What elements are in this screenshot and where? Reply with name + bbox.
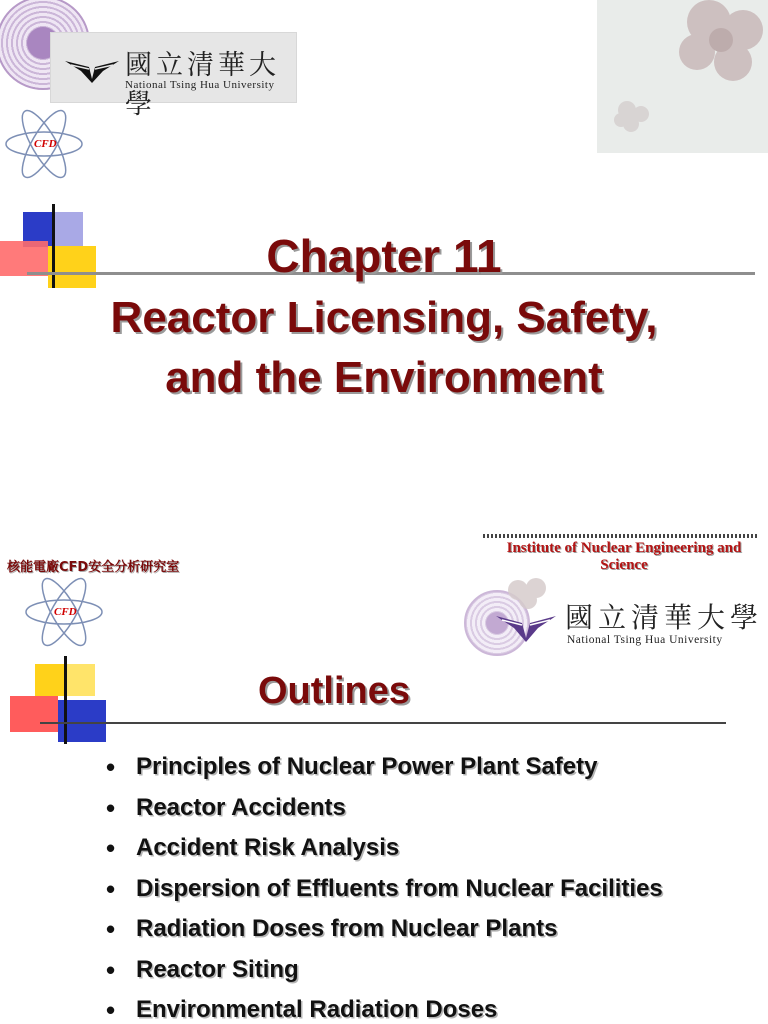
institute-name: Institute of Nuclear Engineering and Science <box>506 540 742 573</box>
list-item: • Accident Risk Analysis <box>106 831 663 872</box>
plum-blossom-icon <box>502 576 556 610</box>
logo-chinese-name: 國立清華大學 <box>565 601 764 634</box>
cfd-label: CFD <box>54 606 77 618</box>
outlines-slide <box>0 512 768 1024</box>
list-item: • Environmental Radiation Doses <box>106 993 663 1024</box>
list-item: • Principles of Nuclear Power Plant Safety <box>106 750 663 791</box>
list-item: • Reactor Accidents <box>106 791 663 832</box>
lab-name: 核能電廠CFD安全分析研究室 <box>7 560 180 575</box>
outline-list <box>106 750 663 1024</box>
list-item: • Radiation Doses from Nuclear Plants <box>106 912 663 953</box>
list-item: • Dispersion of Effluents from Nuclear Facilities <box>106 872 663 913</box>
logo-english-name: National Tsing Hua University <box>567 634 723 646</box>
logo-chinese-name: 國立清華大學 <box>125 50 280 120</box>
wings-emblem-icon <box>63 53 121 83</box>
nthu-logo <box>50 32 297 120</box>
chapter-title: Chapter 11 <box>266 230 502 282</box>
logo-english-name: National Tsing Hua University <box>125 79 275 91</box>
plum-blossom-icon <box>597 0 768 153</box>
dotted-divider <box>483 534 759 538</box>
outlines-title: Outlines <box>258 670 411 712</box>
title-line-2: Reactor Licensing, Safety, <box>110 293 658 342</box>
list-item: • Reactor Siting <box>106 953 663 994</box>
title-line-3: and the Environment <box>165 353 603 402</box>
outlines-divider <box>40 722 726 724</box>
wings-emblem-icon <box>494 608 558 642</box>
cfd-label: CFD <box>34 138 57 150</box>
